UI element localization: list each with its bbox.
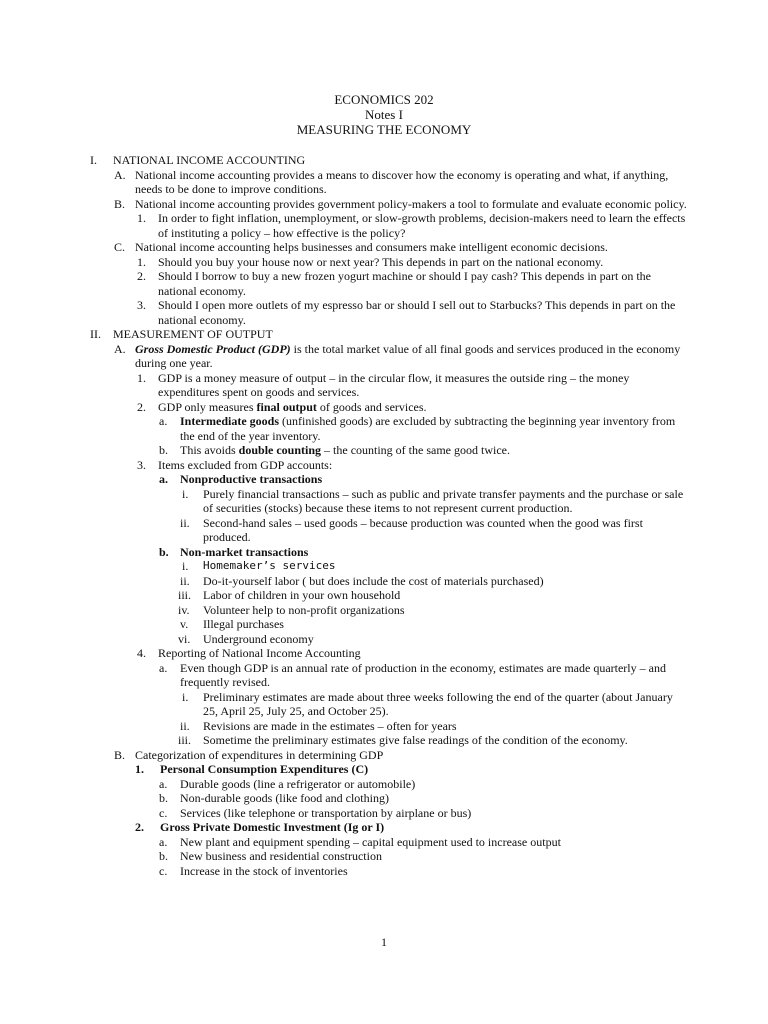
outline-item — [90, 835, 690, 850]
outline-marker: 3. — [137, 298, 146, 312]
subheading: Non-market transactions — [180, 544, 309, 559]
outline-text: Homemaker’s services — [203, 559, 336, 572]
outline-marker: B. — [114, 196, 126, 211]
outline-text: Even though GDP is an annual rate of production in the economy, estimates are made quarterly – and frequently revised. — [180, 660, 666, 689]
outline-item — [90, 487, 690, 516]
outline-item — [90, 864, 690, 879]
notes-label: Notes I — [365, 107, 403, 122]
outline-marker: i. — [182, 559, 189, 573]
outline-item — [90, 632, 690, 647]
outline-item — [90, 748, 690, 763]
definition-text: is the total market value of all final goods and services produced in the economy during one year. — [135, 341, 681, 370]
outline-section-2 — [90, 327, 690, 342]
outline-item — [90, 168, 690, 197]
outline-item — [90, 588, 690, 603]
outline-text: Revisions are made in the estimates – often for years — [203, 718, 457, 733]
outline-item — [90, 806, 690, 821]
outline-item — [90, 516, 690, 545]
outline-item — [90, 458, 690, 473]
outline-text: In order to fight inflation, unemployment, or slow-growth problems, decision-makers need to learn the effects of instituting a policy – how effective is the policy? — [158, 211, 686, 240]
outline-marker: a. — [159, 834, 168, 849]
outline-item — [90, 661, 690, 690]
outline-marker: C. — [114, 240, 126, 254]
outline-item — [90, 342, 690, 371]
outline-marker: iii. — [178, 733, 192, 747]
outline-marker: c. — [159, 805, 168, 820]
course-title: ECONOMICS 202 — [334, 92, 434, 107]
outline-marker: c. — [159, 863, 168, 878]
outline-item — [90, 603, 690, 618]
outline-text: New plant and equipment spending – capital equipment used to increase output — [180, 834, 561, 849]
outline-marker: 1. — [137, 211, 146, 225]
term-double-counting: double counting — [238, 443, 322, 457]
outline-text: Sometime the preliminary estimates give false readings of the condition of the economy. — [203, 733, 628, 747]
outline-item — [90, 197, 690, 212]
term-final-output: final output — [256, 399, 317, 414]
outline-marker: a. — [159, 660, 168, 675]
outline-marker: i. — [182, 689, 189, 704]
outline-marker: ii. — [180, 573, 190, 588]
outline-item — [90, 240, 690, 255]
outline-item — [90, 472, 690, 487]
outline-item — [90, 443, 690, 458]
outline-text: Preliminary estimates are made about three weeks following the end of the quarter (about January 25, April 25, July 25, and October 25). — [203, 689, 673, 718]
outline-item — [90, 298, 690, 327]
outline-marker: b. — [159, 849, 168, 863]
outline-item — [90, 371, 690, 400]
outline-marker: b. — [159, 443, 168, 457]
outline-text: Underground economy — [203, 631, 314, 646]
outline-text: National income accounting helps businesses and consumers make intelligent economic decisions. — [135, 240, 608, 254]
outline-text: Categorization of expenditures in determining GDP — [135, 747, 384, 762]
outline-marker: 2. — [137, 399, 146, 414]
outline-marker: A. — [114, 167, 126, 182]
outline-text: Non-durable goods (like food and clothing) — [180, 791, 389, 805]
outline-item — [90, 255, 690, 270]
outline-item — [90, 777, 690, 792]
outline — [90, 153, 690, 878]
outline-text: Second-hand sales – used goods – because production was counted when the good was first produced. — [203, 515, 643, 544]
outline-text — [135, 342, 690, 371]
outline-text: Purely financial transactions – such as public and private transfer payments and the purchase or sale of securities (stocks) because these items to not represent current production. — [203, 486, 684, 515]
outline-item — [90, 646, 690, 661]
outline-marker: vi. — [178, 631, 191, 646]
outline-marker: 2. — [135, 820, 144, 834]
outline-item — [90, 762, 690, 777]
outline-text: Labor of children in your own household — [203, 588, 401, 602]
outline-marker: a. — [159, 414, 168, 428]
outline-marker: ii. — [180, 718, 190, 733]
outline-marker: 2. — [137, 269, 146, 283]
outline-text: Items excluded from GDP accounts: — [158, 457, 333, 472]
outline-item — [90, 719, 690, 734]
outline-item — [90, 269, 690, 298]
document-header — [0, 92, 768, 137]
outline-item — [90, 690, 690, 719]
text-fragment: GDP only measures — [158, 399, 257, 414]
outline-item — [90, 733, 690, 748]
outline-marker: II. — [90, 327, 101, 341]
text-fragment: (unfinished goods) are excluded by subtracting the beginning year inventory from the end of the year inventory. — [180, 414, 676, 443]
outline-item — [90, 574, 690, 589]
outline-text: Should I open more outlets of my espresso bar or should I sell out to Starbucks? This depends in part on the national economy. — [158, 298, 676, 327]
outline-marker: b. — [159, 544, 169, 559]
outline-item — [90, 211, 690, 240]
outline-item — [90, 545, 690, 560]
outline-marker: A. — [114, 341, 126, 356]
outline-item — [90, 559, 690, 574]
outline-item — [90, 400, 690, 415]
outline-marker: 1. — [135, 762, 144, 776]
outline-marker: i. — [182, 486, 189, 501]
page-number: 1 — [381, 935, 387, 949]
outline-marker: v. — [180, 617, 189, 631]
outline-item — [90, 414, 690, 443]
outline-text: Should you buy your house now or next year? This depends in part on the national economy. — [158, 254, 604, 269]
text-fragment: – the counting of the same good twice. — [321, 443, 510, 457]
outline-marker: B. — [114, 747, 126, 762]
term-gdp: Gross Domestic Product (GDP) — [135, 341, 291, 356]
outline-text: GDP is a money measure of output – in the circular flow, it measures the outside ring – the money expenditures spent on goods and services. — [158, 370, 630, 399]
outline-marker: iii. — [178, 588, 192, 602]
outline-item — [90, 849, 690, 864]
text-fragment: of goods and services. — [316, 399, 427, 414]
outline-text — [180, 414, 690, 443]
outline-marker: ii. — [180, 515, 190, 530]
outline-text: Services (like telephone or transportation by airplane or bus) — [180, 805, 472, 820]
outline-text: National income accounting provides a means to discover how the economy is operating and what, if anything, needs to be done to improve conditions. — [135, 167, 669, 196]
outline-text: New business and residential construction — [180, 849, 382, 863]
text-fragment: This avoids — [180, 443, 239, 457]
outline-marker: a. — [159, 776, 168, 791]
outline-marker: b. — [159, 791, 168, 805]
outline-text — [158, 400, 690, 415]
outline-text: National income accounting provides government policy-makers a tool to formulate and evaluate economic policy. — [135, 196, 687, 211]
subheading: Personal Consumption Expenditures (C) — [160, 762, 369, 776]
outline-text: Increase in the stock of inventories — [180, 863, 348, 878]
outline-item — [90, 820, 690, 835]
section-heading: MEASUREMENT OF OUTPUT — [113, 327, 273, 341]
outline-marker: a. — [159, 472, 168, 486]
outline-item — [90, 791, 690, 806]
outline-marker: 1. — [137, 254, 146, 269]
subheading: Nonproductive transactions — [180, 472, 323, 486]
term-intermediate-goods: Intermediate goods — [180, 414, 279, 428]
outline-section-1 — [90, 153, 690, 168]
page-title: MEASURING THE ECONOMY — [296, 122, 472, 137]
outline-text: Reporting of National Income Accounting — [158, 646, 361, 660]
outline-marker: I. — [90, 153, 97, 167]
outline-marker: 1. — [137, 370, 146, 385]
outline-text — [180, 443, 690, 458]
outline-text: Should I borrow to buy a new frozen yogurt machine or should I pay cash? This depends in part on the national economy. — [158, 269, 651, 298]
outline-item — [90, 617, 690, 632]
outline-text: Do-it-yourself labor ( but does include the cost of materials purchased) — [203, 573, 544, 588]
outline-text: Durable goods (line a refrigerator or automobile) — [180, 776, 416, 791]
outline-text: Illegal purchases — [203, 617, 284, 631]
outline-marker: 4. — [137, 646, 146, 660]
subheading: Gross Private Domestic Investment (Ig or I) — [160, 820, 385, 834]
section-heading: NATIONAL INCOME ACCOUNTING — [113, 153, 306, 167]
outline-marker: 3. — [137, 457, 146, 472]
outline-text: Volunteer help to non-profit organizations — [203, 602, 405, 617]
outline-marker: iv. — [178, 602, 190, 617]
